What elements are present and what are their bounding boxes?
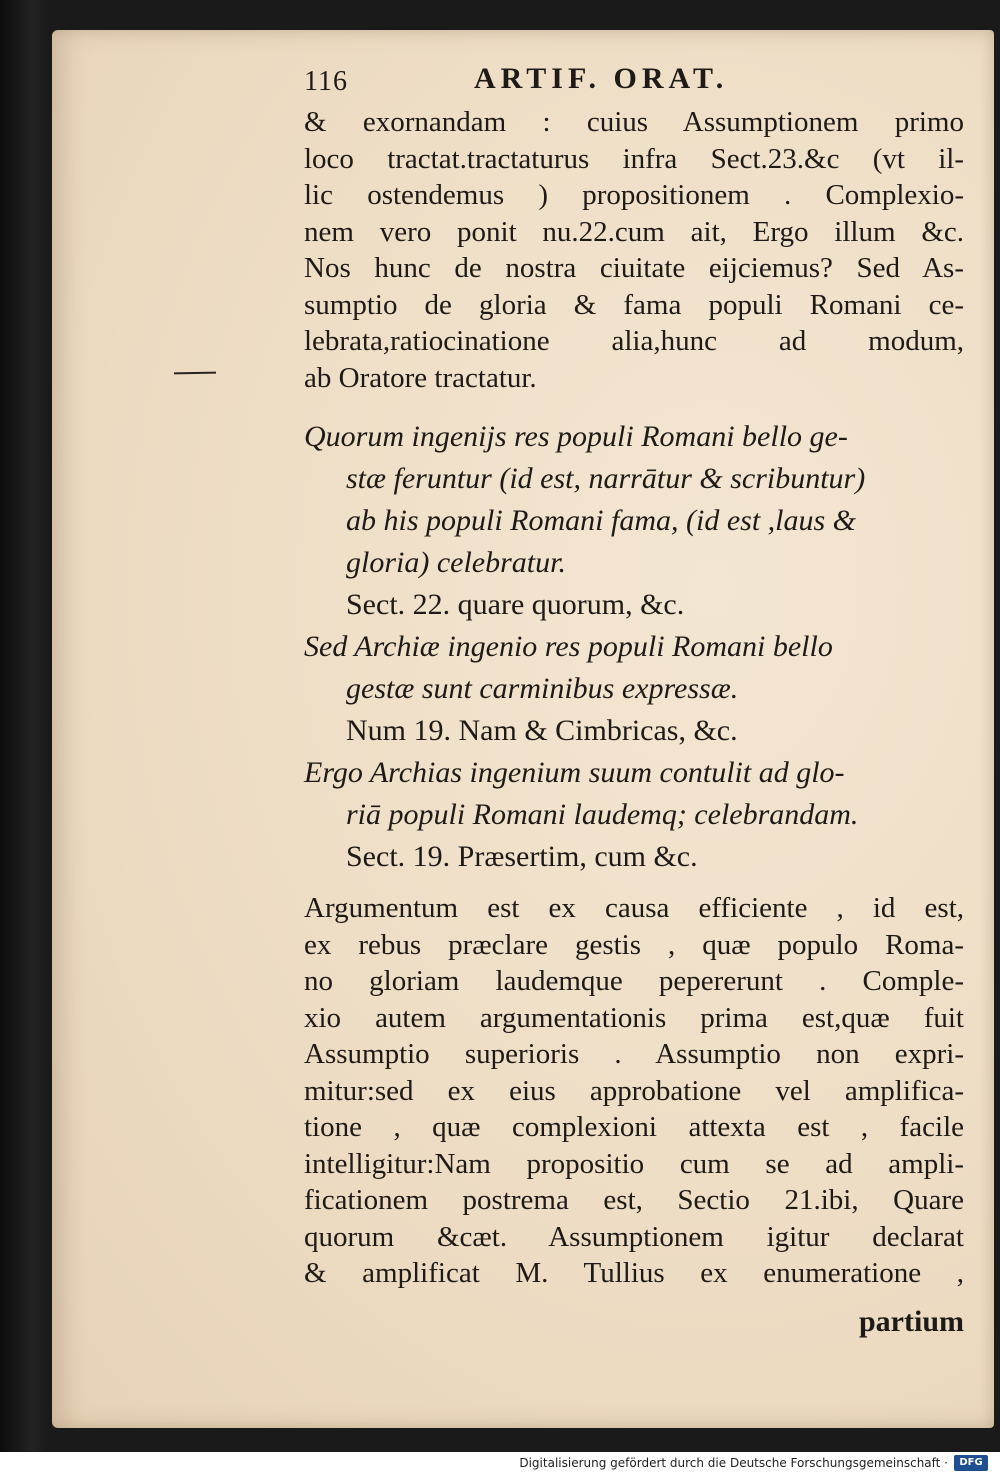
text-line: ficationem postrema est, Sectio 21.ibi, Quare bbox=[304, 1184, 964, 1216]
running-head bbox=[304, 62, 964, 102]
text-line: tione , quæ complexioni attexta est , facile bbox=[304, 1111, 964, 1143]
syllogism-minor-premise: Sed Archiæ ingenio res populi Romani bello bbox=[304, 630, 833, 663]
syllogism-line: gloria) celebratur. bbox=[346, 546, 566, 579]
syllogism-major-premise: Quorum ingenijs res populi Romani bello ge- bbox=[304, 420, 848, 453]
text-line: & amplificat M. Tullius ex enumeratione , bbox=[304, 1257, 964, 1289]
text-line: ex rebus præclare gestis , quæ populo Roma- bbox=[304, 928, 964, 961]
syllogism-conclusion: Ergo Archias ingenium suum contulit ad glo- bbox=[304, 756, 845, 789]
syllogism-block bbox=[304, 416, 964, 878]
text-line: Assumptio superioris . Assumptio non expri- bbox=[304, 1038, 964, 1070]
text-line: intelligitur:Nam propositio cum se ad ampli- bbox=[304, 1147, 964, 1180]
syllogism-line: gestæ sunt carminibus expressæ. bbox=[346, 672, 739, 705]
catchword: partium bbox=[859, 1304, 964, 1338]
text-line: quorum &cæt. Assumptionem igitur declarat bbox=[304, 1220, 964, 1253]
syllogism-line: stæ feruntur (id est, narrātur & scribuntur) bbox=[346, 462, 866, 495]
dfg-logo-icon: DFG bbox=[954, 1455, 988, 1471]
margin-mark bbox=[174, 372, 216, 375]
text-line: lebrata,ratiocinatione alia,hunc ad modum, bbox=[304, 325, 964, 357]
text-line: loco tractat.tractaturus infra Sect.23.&c (vt il- bbox=[304, 142, 964, 175]
text-line: nem vero ponit nu.22.cum ait, Ergo illum &c. bbox=[304, 215, 964, 248]
text-line: ab Oratore tractatur. bbox=[304, 361, 537, 394]
syllogism-reference: Sect. 19. Præsertim, cum &c. bbox=[346, 840, 698, 873]
page-number: 116 bbox=[304, 66, 348, 97]
syllogism-line: riā populi Romani laudemq; celebrandam. bbox=[346, 798, 859, 831]
page-text bbox=[304, 62, 964, 1342]
syllogism-reference: Num 19. Nam & Cimbricas, &c. bbox=[346, 714, 738, 747]
syllogism-reference: Sect. 22. quare quorum, &c. bbox=[346, 588, 685, 621]
text-line: lic ostendemus ) propositionem . Complexio- bbox=[304, 179, 964, 211]
syllogism-line: ab his populi Romani fama, (id est ,laus & bbox=[346, 504, 856, 537]
running-title: ARTIF. ORAT. bbox=[474, 62, 729, 95]
paragraph-2 bbox=[304, 890, 964, 1292]
funding-credit: Digitalisierung gefördert durch die Deutsche Forschungsgemeinschaft · bbox=[519, 1456, 948, 1470]
text-line: xio autem argumentationis prima est,quæ fuit bbox=[304, 1001, 964, 1034]
digitization-footer bbox=[0, 1452, 1000, 1475]
text-line: sumptio de gloria & fama populi Romani ce- bbox=[304, 288, 964, 321]
text-line: no gloriam laudemque pepererunt . Comple- bbox=[304, 965, 964, 997]
text-line: Nos hunc de nostra ciuitate eijciemus? Sed As- bbox=[304, 252, 964, 284]
paragraph-1 bbox=[304, 104, 964, 396]
book-binding-edge bbox=[0, 0, 46, 1452]
text-line: mitur:sed ex eius approbatione vel amplifica- bbox=[304, 1074, 964, 1107]
text-line: Argumentum est ex causa efficiente , id est, bbox=[304, 892, 964, 924]
text-line: & exornandam : cuius Assumptionem primo bbox=[304, 106, 964, 138]
